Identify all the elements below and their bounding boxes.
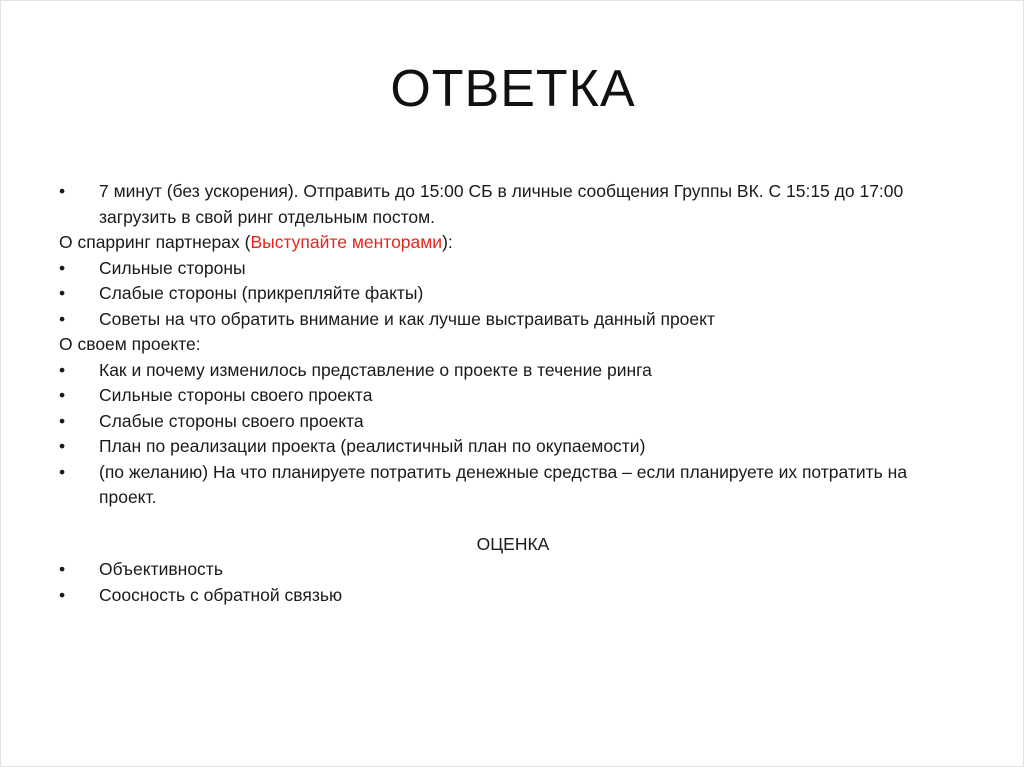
sparring-heading-highlight: Выступайте менторами [250,232,443,252]
bullet-icon: • [59,584,66,605]
bullet-icon: • [59,181,66,201]
own-project-item [59,409,939,435]
intro-text: 7 минут (без ускорения). Отправить до 15:00 СБ в личные сообщения Группы ВК. С 15:15 до 17:00 загрузить в свой ринг отдельным постом. [99,181,904,227]
own-project-heading: О своем проекте: [59,334,201,354]
bullet-icon: • [59,257,66,278]
own-project-item-text: Слабые стороны своего проекта [99,410,364,431]
bullet-icon: • [59,385,66,405]
bullet-icon: • [59,436,66,456]
sparring-heading-suffix: ): [442,232,453,252]
sparring-item-text: Советы на что обратить внимание и как лучше выстраивать данный проект [99,308,716,329]
evaluation-item-text: Объективность [99,559,223,579]
evaluation-item-text: Соосность с обратной связью [99,584,343,605]
bullet-icon: • [59,359,66,380]
evaluation-item [59,583,939,609]
own-project-item-text: План по реализации проекта (реалистичный план по окупаемости) [99,436,646,456]
slide-title: ОТВЕТКА [390,60,636,118]
own-project-item [59,383,939,409]
sparring-heading-prefix: О спарринг партнерах ( [59,232,251,252]
bullet-icon: • [59,308,66,329]
bullet-icon: • [59,461,66,482]
own-project-item-text: Сильные стороны своего проекта [99,385,373,405]
slide-content [59,179,939,608]
bullet-icon: • [59,559,66,579]
intro-item [59,179,939,230]
evaluation-item [59,557,939,583]
own-project-item-text: (по желанию) На что планируете потратить денежные средства – если планируете их потратить на проект. [99,461,908,507]
own-project-item [59,460,939,511]
bullet-icon: • [59,283,66,303]
own-project-item [59,358,939,384]
bullet-icon: • [59,410,66,431]
own-project-item [59,434,939,460]
spacer [59,511,939,532]
sparring-item-text: Слабые стороны (прикрепляйте факты) [99,283,424,303]
sparring-item [59,256,939,282]
sparring-item [59,281,939,307]
sparring-item [59,307,939,333]
sparring-item-text: Сильные стороны [99,257,246,278]
sparring-heading [59,230,939,256]
own-project-item-text: Как и почему изменилось представление о проекте в течение ринга [99,359,652,380]
evaluation-heading: ОЦЕНКА [476,533,550,554]
